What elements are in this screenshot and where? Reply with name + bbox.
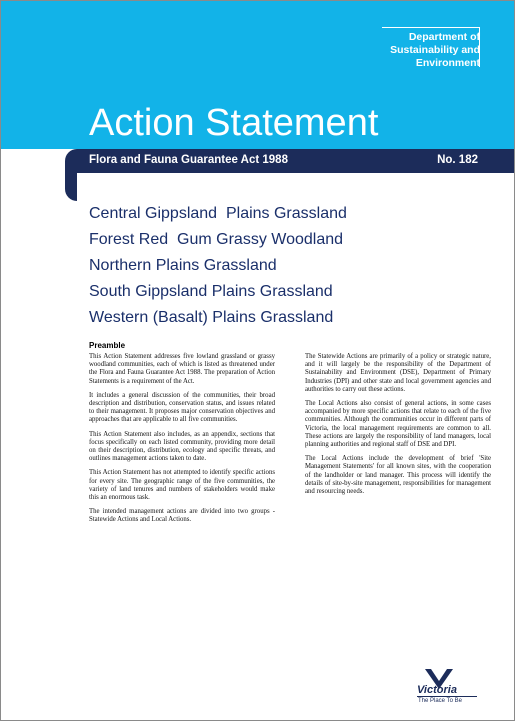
community-item: Central Gippsland Plains Grassland — [89, 205, 347, 222]
preamble-heading: Preamble — [89, 341, 126, 350]
paragraph: The Local Actions also consist of general actions, in some cases accompanied by more specific actions that relate to each of the five communities. Although the communities occur in different parts of Victoria, the local management requirements are common to all. These actions are largely the responsibility of land managers, local planning authorities and regional staff of DSE and DPI. — [305, 400, 491, 449]
department-line: Environment — [415, 57, 480, 69]
paragraph: This Action Statement has not attempted to identify specific actions for every site. The geographic range of the five communities, the variety of land tenures and numbers of stakeholders would make this an enormous task. — [89, 469, 275, 502]
community-item: Forest Red Gum Grassy Woodland — [89, 231, 344, 248]
paragraph: The Local Actions include the development of brief 'Site Management Statements' for all known sites, with the cooperation of the landholder or land manager. This process will identify the details of site-by-site management, responsibilities for management and resourcing needs. — [305, 455, 491, 496]
preamble-left-column — [89, 353, 275, 531]
paragraph: This Action Statement also includes, as an appendix, sections that focus specifically on each listed community, providing more detail on their description, distribution, ecology and specific threats, and outlines management actions taken to date. — [89, 430, 275, 463]
logo-rule — [417, 696, 477, 697]
paragraph: The Statewide Actions are primarily of a policy or strategic nature, and it will largely be the responsibility of the Department of Sustainability and Environment (DSE), Department of Primary Industries (DPI) and other state and local government agencies and authorities to carry out these actions. — [305, 353, 491, 393]
community-list — [89, 201, 347, 331]
logo-word: Victoria — [417, 684, 457, 696]
community-item: Western (Basalt) Plains Grassland — [89, 309, 334, 326]
department-rule — [382, 27, 480, 28]
page-title: Action Statement — [89, 102, 379, 144]
paragraph: It includes a general discussion of the communities, their broad description and distribution, conservation status, and issues related to their management. It proposes major conservation objectives and approaches that are applicable to all five communities. — [89, 391, 275, 424]
department-line: Sustainability and — [390, 44, 480, 56]
preamble-right-column — [305, 353, 491, 502]
community-item: South Gippsland Plains Grassland — [89, 283, 333, 300]
paragraph: The intended management actions are divided into two groups - Statewide Actions and Local Actions. — [89, 508, 275, 524]
band-corner — [65, 173, 77, 201]
act-title: Flora and Fauna Guarantee Act 1988 — [89, 154, 288, 166]
department-name — [310, 31, 480, 70]
statement-number: No. 182 — [437, 154, 478, 166]
paragraph: This Action Statement addresses five lowland grassland or grassy woodland communities, each of which is listed as threatened under the Flora and Fauna Guarantee Act 1988. The preparation of Action Statements is a requirement of the Act. — [89, 353, 275, 385]
logo-tagline: The Place To Be — [418, 698, 462, 704]
department-line: Department of — [408, 31, 480, 43]
band-corner-inner — [77, 173, 89, 201]
community-item: Northern Plains Grassland — [89, 257, 277, 274]
